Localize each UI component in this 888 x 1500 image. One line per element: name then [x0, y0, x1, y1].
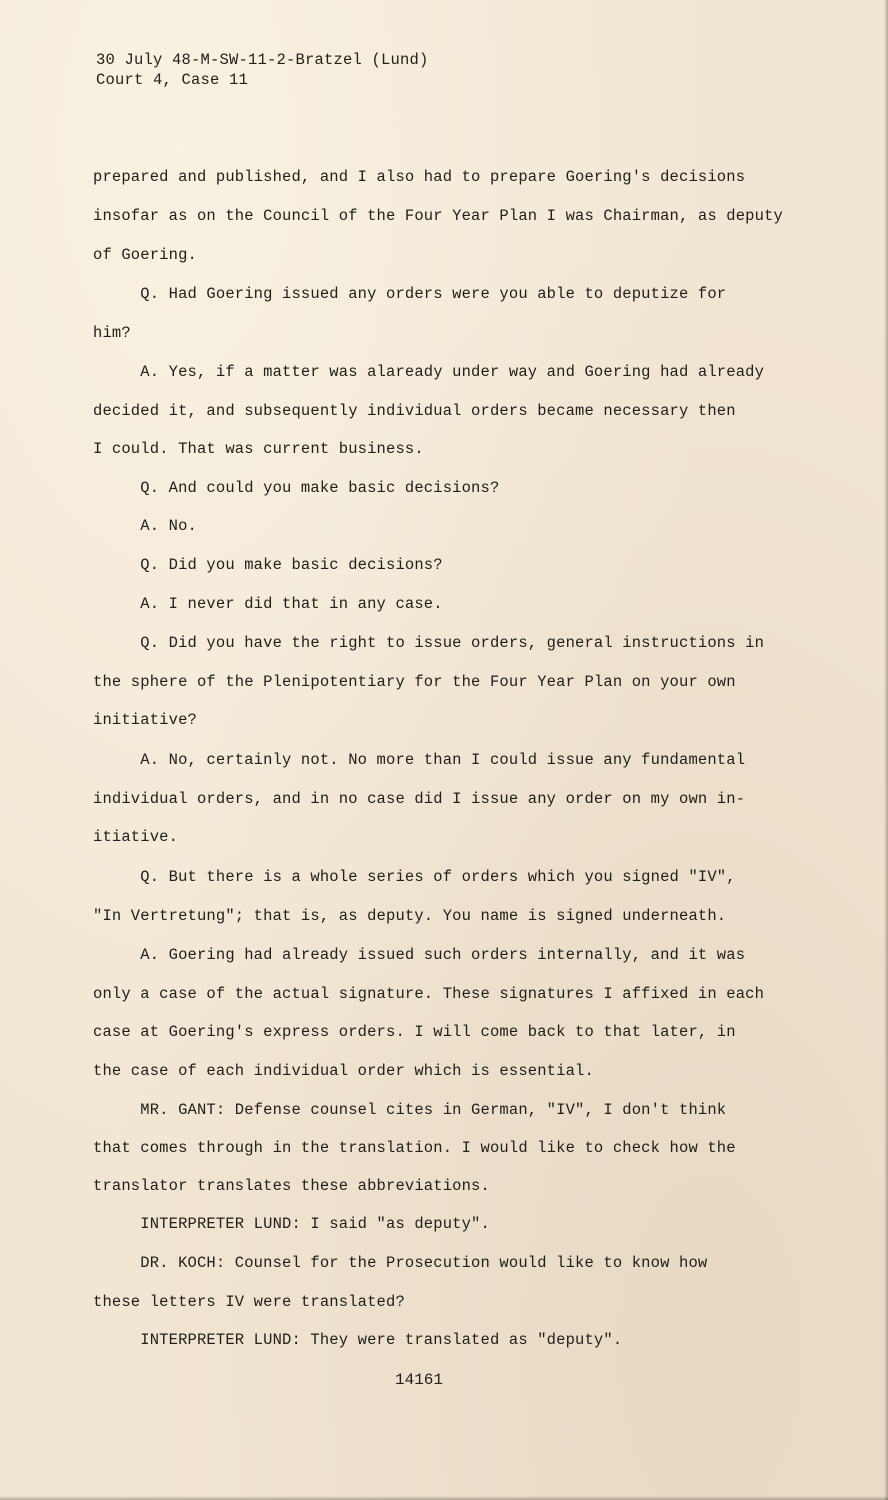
- transcript-line: of Goering.: [93, 246, 197, 264]
- transcript-line: prepared and published, and I also had to prepare Goering's decisions: [93, 168, 746, 186]
- page-number: 14161: [395, 1371, 444, 1389]
- transcript-line: INTERPRETER LUND: I said "as deputy".: [93, 1215, 490, 1233]
- transcript-line: A. Yes, if a matter was alaready under way and Goering had already: [93, 363, 765, 381]
- transcript-line: case at Goering's express orders. I will come back to that later, in: [93, 1023, 736, 1041]
- transcript-line: Q. Had Goering issued any orders were you able to deputize for: [93, 285, 727, 303]
- transcript-line: "In Vertretung"; that is, as deputy. You name is signed underneath.: [93, 907, 727, 925]
- transcript-line: I could. That was current business.: [93, 440, 424, 458]
- transcript-line: insofar as on the Council of the Four Year Plan I was Chairman, as deputy: [93, 207, 783, 225]
- transcript-line: A. No, certainly not. No more than I could issue any fundamental: [93, 751, 746, 769]
- transcript-line: Q. But there is a whole series of orders which you signed "IV",: [93, 868, 736, 886]
- transcript-line: A. I never did that in any case.: [93, 595, 443, 613]
- transcript-line: INTERPRETER LUND: They were translated as "deputy".: [93, 1331, 623, 1349]
- transcript-line: translator translates these abbreviations.: [93, 1177, 490, 1195]
- transcript-line: decided it, and subsequently individual orders became necessary then: [93, 402, 736, 420]
- transcript-line: Q. Did you make basic decisions?: [93, 556, 443, 574]
- transcript-line: only a case of the actual signature. These signatures I affixed in each: [93, 985, 765, 1003]
- transcript-line: Q. Did you have the right to issue orders, general instructions in: [93, 634, 765, 652]
- transcript-line: Q. And could you make basic decisions?: [93, 479, 500, 497]
- header-session-line: 30 July 48-M-SW-11-2-Bratzel (Lund): [96, 51, 429, 69]
- transcript-line: DR. KOCH: Counsel for the Prosecution would like to know how: [93, 1254, 708, 1272]
- document-header: [96, 50, 429, 90]
- transcript-line: him?: [93, 324, 131, 342]
- transcript-line: MR. GANT: Defense counsel cites in German, "IV", I don't think: [93, 1101, 727, 1119]
- page-edge-shadow: [884, 0, 888, 1500]
- transcript-line: initiative?: [93, 711, 197, 729]
- transcript-line: A. Goering had already issued such orders internally, and it was: [93, 946, 746, 964]
- transcript-line: A. No.: [93, 517, 197, 535]
- transcript-line: itiative.: [93, 828, 179, 846]
- transcript-line: that comes through in the translation. I would like to check how the: [93, 1139, 736, 1157]
- transcript-line: the case of each individual order which is essential.: [93, 1062, 594, 1080]
- transcript-line: the sphere of the Plenipotentiary for the Four Year Plan on your own: [93, 673, 736, 691]
- header-court-line: Court 4, Case 11: [96, 71, 249, 89]
- page-edge-shadow-bottom: [0, 1496, 888, 1500]
- transcript-line: individual orders, and in no case did I issue any order on my own in-: [93, 790, 746, 808]
- transcript-line: these letters IV were translated?: [93, 1293, 405, 1311]
